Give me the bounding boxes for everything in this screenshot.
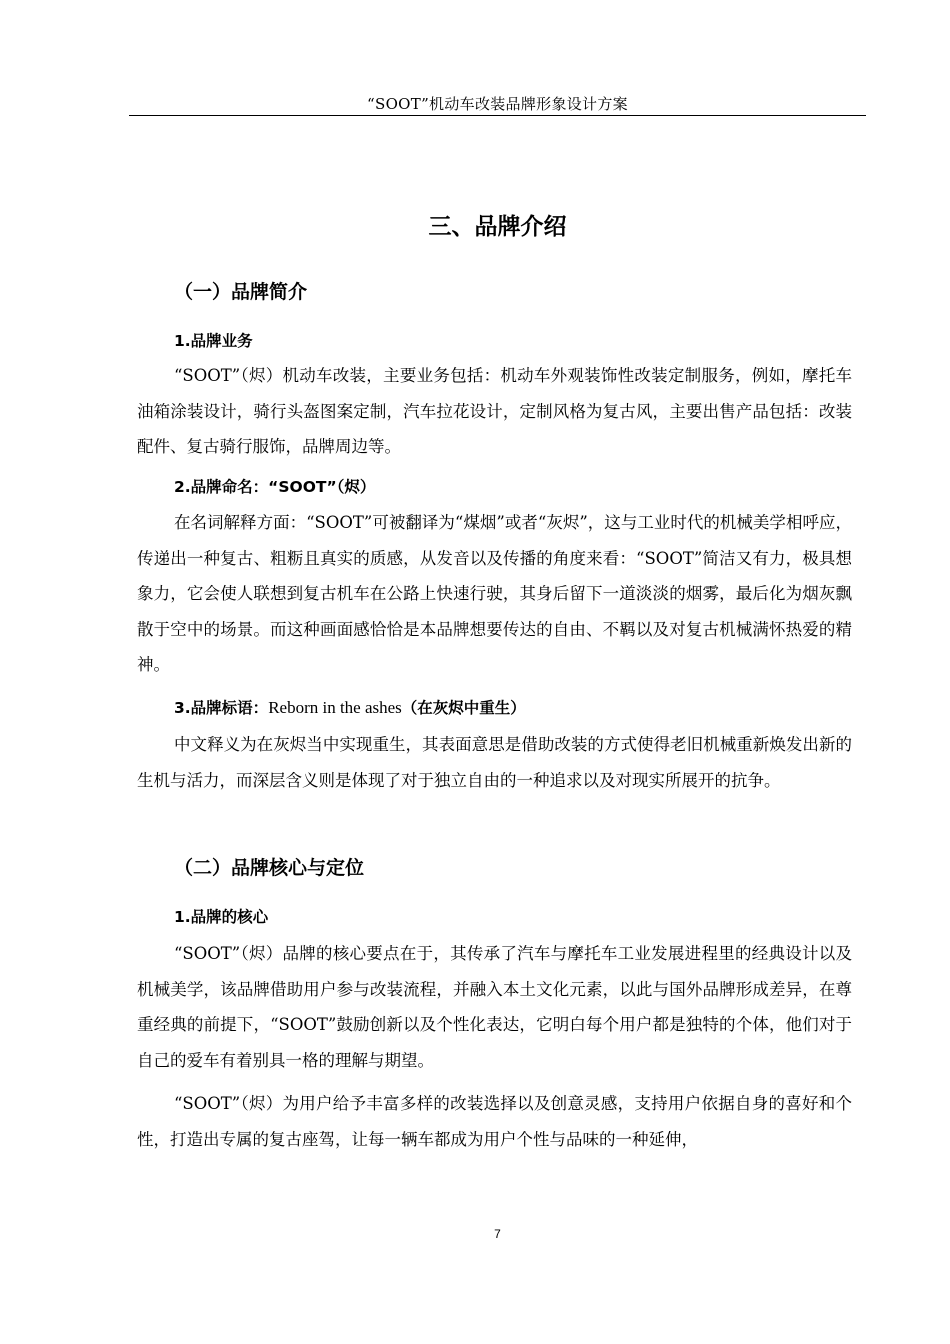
paragraph-brand-business: “SOOT”（烬）机动车改装，主要业务包括：机动车外观装饰性改装定制服务，例如，摩托车油箱涂装设计，骑行头盔图案定制，汽车拉花设计，定制风格为复古风，主要出售产品包括：改装配件、复古骑行服饰，品牌周边等。 — [137, 366, 852, 456]
paragraph-brand-naming: 在名词解释方面：“SOOT”可被翻译为“煤烟”或者“灰烬”，这与工业时代的机械美学相呼应，传递出一种复古、粗粝且真实的质感，从发音以及传播的角度来看：“SOOT”简洁又有力，极具想象力，它会使人联想到复古机车在公路上快速行驶，其身后留下一道淡淡的烟雾，最后化为烟灰飘散于空中的场景。而这种画面感恰恰是本品牌想要传达的自由、不羁以及对复古机械满怀热爱的精神。 — [137, 513, 852, 674]
page-number: 7 — [494, 1227, 501, 1241]
header-rule — [129, 115, 866, 116]
section-title-brand-intro: （一）品牌简介 — [174, 281, 308, 303]
subsection-title-brand-business: 1.品牌业务 — [174, 332, 253, 350]
slogan-title-english: Reborn in the ashes — [268, 698, 402, 717]
slogan-title-prefix: 3.品牌标语： — [174, 699, 269, 717]
slogan-title-suffix: （在灰烬中重生） — [401, 699, 526, 717]
paragraph-brand-core: “SOOT”（烬）品牌的核心要点在于，其传承了汽车与摩托车工业发展进程里的经典设计以及机械美学，该品牌借助用户参与改装流程，并融入本土文化元素，以此与国外品牌形成差异，在尊重经典的前提下，“SOOT”鼓励创新以及个性化表达，它明白每个用户都是独特的个体，他们对于自己的爱车有着别具一格的理解与期望。 — [137, 944, 852, 1070]
running-header: “SOOT”机动车改装品牌形象设计方案 — [367, 95, 628, 113]
subsection-title-brand-slogan — [174, 696, 526, 720]
subsection-title-brand-core: 1.品牌的核心 — [174, 908, 269, 926]
chapter-title: 三、品牌介绍 — [428, 214, 567, 240]
paragraph-brand-slogan: 中文释义为在灰烬当中实现重生，其表面意思是借助改装的方式使得老旧机械重新焕发出新的生机与活力，而深层含义则是体现了对于独立自由的一种追求以及对现实所展开的抗争。 — [137, 735, 852, 790]
subsection-title-brand-naming: 2.品牌命名：“SOOT”（烬） — [174, 478, 376, 496]
section-title-brand-core: （二）品牌核心与定位 — [174, 857, 365, 879]
paragraph-brand-customization: “SOOT”（烬）为用户给予丰富多样的改装选择以及创意灵感，支持用户依据自身的喜好和个性，打造出专属的复古座驾，让每一辆车都成为用户个性与品味的一种延伸， — [137, 1094, 852, 1149]
